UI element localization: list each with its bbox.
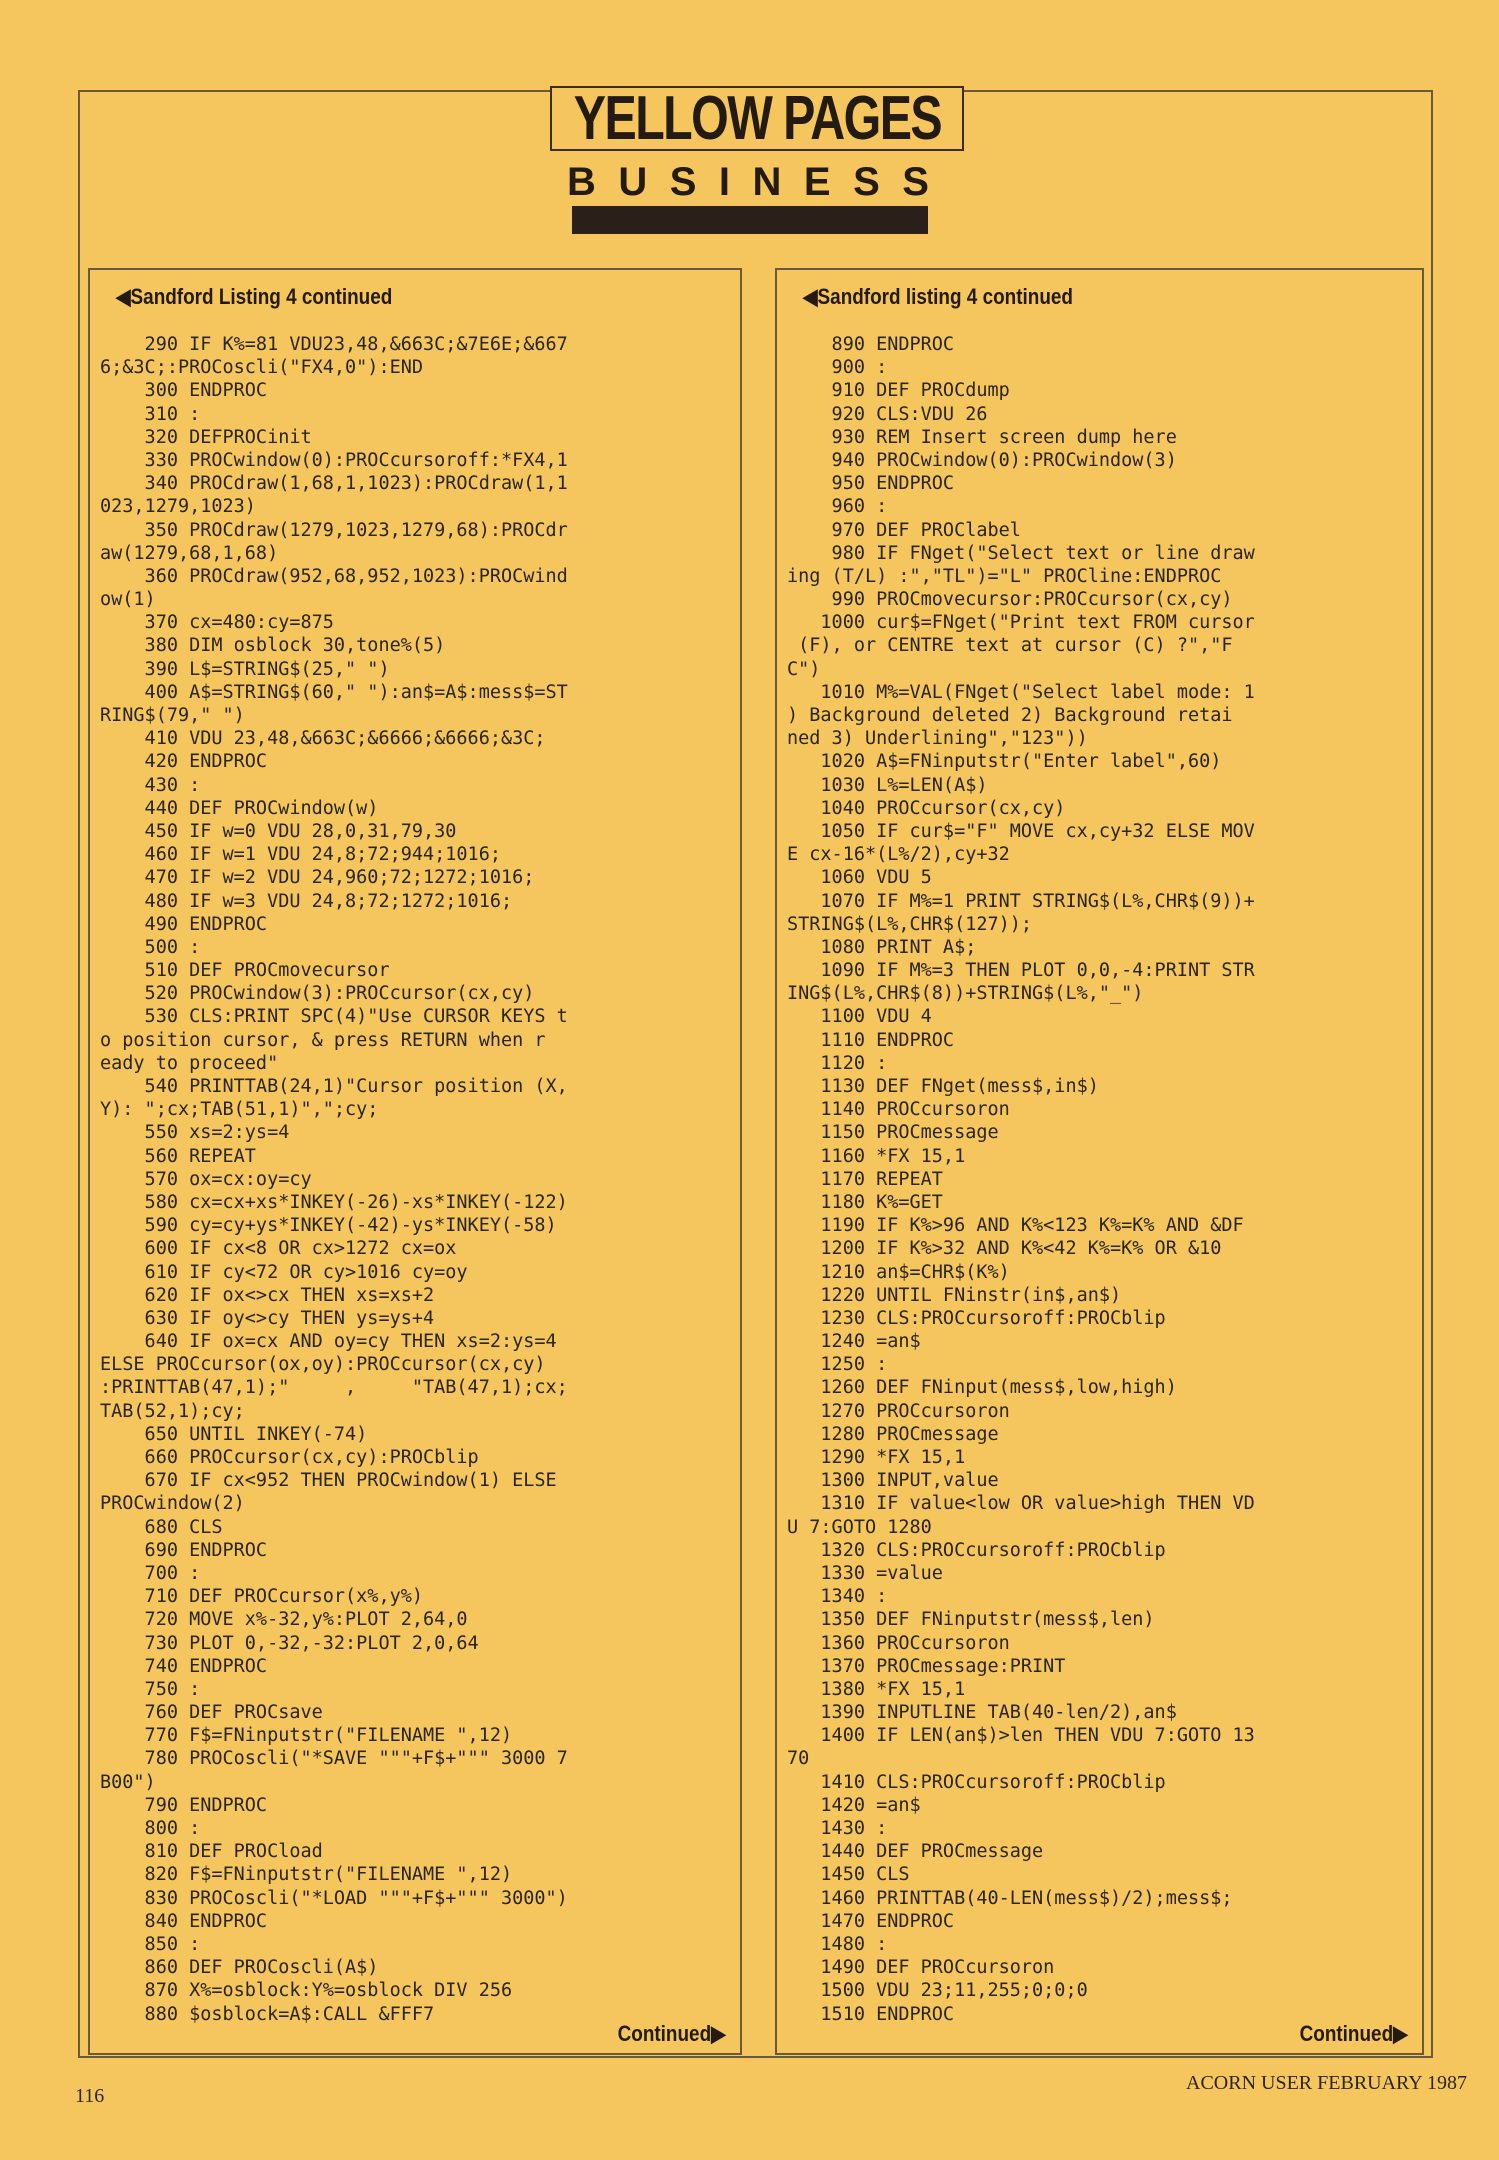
code-line: 690 ENDPROC: [100, 1539, 268, 1561]
code-line: 920 CLS:VDU 26: [787, 403, 988, 425]
code-line: ow(1): [100, 589, 156, 611]
masthead-title: YELLOW PAGES: [573, 83, 941, 153]
code-line: 1490 DEF PROCcursoron: [787, 1957, 1055, 1979]
code-line: 550 xs=2:ys=4: [100, 1122, 290, 1144]
code-line: 520 PROCwindow(3):PROCcursor(cx,cy): [100, 983, 535, 1005]
code-line: 360 PROCdraw(952,68,952,1023):PROCwind: [100, 565, 568, 587]
code-line: 380 DIM osblock 30,tone%(5): [100, 635, 446, 657]
code-line: 1170 REPEAT: [787, 1168, 943, 1190]
code-line: B00"): [100, 1771, 156, 1793]
code-line: 1500 VDU 23;11,255;0;0;0: [787, 1980, 1088, 2002]
code-line: 1350 DEF FNinputstr(mess$,len): [787, 1609, 1155, 1631]
subtitle-bar: [572, 206, 928, 234]
code-line: 870 X%=osblock:Y%=osblock DIV 256: [100, 1980, 513, 2002]
code-line: 630 IF oy<>cy THEN ys=ys+4: [100, 1307, 435, 1329]
code-line: 740 ENDPROC: [100, 1655, 268, 1677]
code-line: 1440 DEF PROCmessage: [787, 1841, 1044, 1863]
code-line: 1050 IF cur$="F" MOVE cx,cy+32 ELSE MOV: [787, 820, 1255, 842]
code-line: 680 CLS: [100, 1516, 223, 1538]
code-line: 460 IF w=1 VDU 24,8;72;944;1016;: [100, 844, 501, 866]
code-line: 840 ENDPROC: [100, 1910, 268, 1932]
code-line: 910 DEF PROCdump: [787, 380, 1010, 402]
code-line: 730 PLOT 0,-32,-32:PLOT 2,0,64: [100, 1632, 479, 1654]
listing-heading: ◀Sandford Listing 4 continued: [116, 284, 393, 309]
code-line: 1270 PROCcursoron: [787, 1400, 1010, 1422]
code-line: 1430 :: [787, 1818, 888, 1839]
code-line: ING$(L%,CHR$(8))+STRING$(L%,"_"): [787, 983, 1144, 1005]
code-line: 940 PROCwindow(0):PROCwindow(3): [787, 449, 1177, 471]
code-line: RING$(79," "): [100, 705, 245, 726]
subtitle-letter: S: [669, 159, 697, 204]
code-line: 400 A$=STRING$(60," "):an$=A$:mess$=ST: [100, 681, 568, 703]
code-line: U 7:GOTO 1280: [787, 1516, 932, 1538]
code-line: 580 cx=cx+xs*INKEY(-26)-xs*INKEY(-122): [100, 1191, 568, 1213]
code-line: 390 L$=STRING$(25," "): [100, 658, 390, 680]
code-line: 470 IF w=2 VDU 24,960;72;1272;1016;: [100, 867, 535, 889]
code-line: o position cursor, & press RETURN when r: [100, 1029, 546, 1051]
code-line: 1470 ENDPROC: [787, 1910, 955, 1932]
code-line: 430 :: [100, 774, 201, 796]
code-line: 1460 PRINTTAB(40-LEN(mess$)/2);mess$;: [787, 1887, 1233, 1909]
code-line: 330 PROCwindow(0):PROCcursoroff:*FX4,1: [100, 449, 568, 471]
code-line: TAB(52,1);cy;: [100, 1400, 245, 1422]
code-line: 650 UNTIL INKEY(-74): [100, 1423, 368, 1445]
code-line: 930 REM Insert screen dump here: [787, 426, 1177, 448]
code-line: 1080 PRINT A$;: [787, 936, 977, 958]
code-line: 830 PROCoscli("*LOAD """+F$+""" 3000"): [100, 1887, 568, 1909]
code-line: 990 PROCmovecursor:PROCcursor(cx,cy): [787, 589, 1233, 611]
code-line: 1190 IF K%>96 AND K%<123 K%=K% AND &DF: [787, 1215, 1244, 1237]
code-line: 560 REPEAT: [100, 1145, 256, 1167]
subtitle-letter: U: [618, 159, 648, 204]
code-line: 1210 an$=CHR$(K%): [787, 1261, 1010, 1283]
code-line: 1510 ENDPROC: [787, 2003, 955, 2025]
code-line: 490 ENDPROC: [100, 913, 268, 935]
code-line: 1160 *FX 15,1: [787, 1145, 966, 1167]
continued-label: Continued▶: [617, 2021, 726, 2046]
code-line: 1040 PROCcursor(cx,cy): [787, 797, 1066, 819]
code-line: 790 ENDPROC: [100, 1794, 268, 1816]
code-line: 760 DEF PROCsave: [100, 1702, 323, 1724]
code-line: 810 DEF PROCload: [100, 1841, 323, 1863]
subtitle-letter: I: [718, 159, 731, 204]
code-line: 420 ENDPROC: [100, 751, 268, 773]
code-line: 610 IF cy<72 OR cy>1016 cy=oy: [100, 1261, 468, 1283]
code-line: 860 DEF PROCoscli(A$): [100, 1957, 379, 1979]
code-line: 500 :: [100, 936, 201, 958]
listing-panel-right: [775, 268, 1424, 2055]
code-line: eady to proceed": [100, 1052, 279, 1074]
code-line: 620 IF ox<>cx THEN xs=xs+2: [100, 1284, 435, 1306]
subtitle-letter: S: [853, 159, 880, 204]
code-line: 1280 PROCmessage: [787, 1423, 999, 1445]
code-line: 1000 cur$=FNget("Print text FROM cursor: [787, 612, 1255, 634]
code-line: 1070 IF M%=1 PRINT STRING$(L%,CHR$(9))+: [787, 890, 1255, 912]
code-line: 890 ENDPROC: [787, 334, 955, 355]
code-line: 1150 PROCmessage: [787, 1122, 999, 1144]
code-line: 1400 IF LEN(an$)>len THEN VDU 7:GOTO 13: [787, 1725, 1255, 1747]
code-line: 970 DEF PROClabel: [787, 519, 1021, 541]
code-line: 410 VDU 23,48,&663C;&6666;&6666;&3C;: [100, 728, 546, 750]
code-line: 710 DEF PROCcursor(x%,y%): [100, 1586, 424, 1608]
code-line: aw(1279,68,1,68): [100, 542, 279, 564]
code-line: 530 CLS:PRINT SPC(4)"Use CURSOR KEYS t: [100, 1006, 568, 1028]
code-line: 960 :: [787, 496, 888, 518]
code-line: 1360 PROCcursoron: [787, 1632, 1010, 1654]
code-line: 480 IF w=3 VDU 24,8;72;1272;1016;: [100, 890, 513, 912]
code-line: ing (T/L) :","TL")="L" PROCline:ENDPROC: [787, 565, 1222, 587]
code-line: 1260 DEF FNinput(mess$,low,high): [787, 1377, 1177, 1399]
masthead: [550, 83, 964, 153]
code-line: 660 PROCcursor(cx,cy):PROCblip: [100, 1447, 479, 1468]
code-line: 1230 CLS:PROCcursoroff:PROCblip: [787, 1307, 1166, 1329]
code-line: 1020 A$=FNinputstr("Enter label",60): [787, 751, 1222, 773]
code-line: 820 F$=FNinputstr("FILENAME ",12): [100, 1864, 513, 1886]
code-line: 450 IF w=0 VDU 28,0,31,79,30: [100, 820, 457, 842]
code-line: 900 :: [787, 357, 888, 379]
code-line: 023,1279,1023): [100, 496, 256, 518]
code-line: 70: [787, 1748, 810, 1770]
code-line: 1110 ENDPROC: [787, 1029, 955, 1051]
continued-label: Continued▶: [1299, 2021, 1408, 2046]
listing-panel-left: [88, 268, 742, 2055]
code-line: 1340 :: [787, 1586, 888, 1608]
code-line: 350 PROCdraw(1279,1023,1279,68):PROCdr: [100, 519, 568, 541]
code-line: 570 ox=cx:oy=cy: [100, 1168, 312, 1190]
code-line: 320 DEFPROCinit: [100, 426, 312, 448]
code-line: 1480 :: [787, 1933, 888, 1955]
code-line: (F), or CENTRE text at cursor (C) ?","F: [787, 635, 1233, 657]
code-line: 750 :: [100, 1678, 201, 1700]
code-line: E cx-16*(L%/2),cy+32: [787, 844, 1010, 866]
code-line: 1120 :: [787, 1052, 888, 1074]
listing-heading: ◀Sandford listing 4 continued: [803, 284, 1073, 309]
code-line: 1250 :: [787, 1354, 888, 1376]
code-line: 1090 IF M%=3 THEN PLOT 0,0,-4:PRINT STR: [787, 960, 1255, 982]
code-line: C"): [787, 658, 821, 680]
code-line: ELSE PROCcursor(ox,oy):PROCcursor(cx,cy): [100, 1354, 546, 1376]
code-line: 1060 VDU 5: [787, 867, 932, 889]
code-line: 950 ENDPROC: [787, 473, 955, 495]
code-line: 1290 *FX 15,1: [787, 1447, 966, 1468]
code-line: 1200 IF K%>32 AND K%<42 K%=K% OR &10: [787, 1238, 1222, 1260]
code-line: 1380 *FX 15,1: [787, 1678, 966, 1700]
code-line: 1410 CLS:PROCcursoroff:PROCblip: [787, 1771, 1166, 1793]
code-line: 370 cx=480:cy=875: [100, 612, 334, 634]
code-line: 1420 =an$: [787, 1794, 921, 1816]
code-line: 800 :: [100, 1818, 201, 1839]
code-line: STRING$(L%,CHR$(127));: [787, 913, 1033, 935]
code-line: 670 IF cx<952 THEN PROCwindow(1) ELSE: [100, 1470, 557, 1492]
code-line: PROCwindow(2): [100, 1493, 245, 1515]
subtitle-letter: E: [803, 159, 831, 204]
code-line: 1030 L%=LEN(A$): [787, 774, 988, 796]
code-line: 6;&3C;:PROCoscli("FX4,0"):END: [100, 357, 424, 379]
code-line: :PRINTTAB(47,1);" , "TAB(47,1);cx;: [100, 1377, 568, 1399]
code-listing: [787, 333, 1417, 2026]
code-line: 1310 IF value<low OR value>high THEN VD: [787, 1493, 1255, 1515]
code-line: 1100 VDU 4: [787, 1006, 932, 1028]
code-line: 720 MOVE x%-32,y%:PLOT 2,64,0: [100, 1609, 468, 1631]
code-line: 1180 K%=GET: [787, 1191, 943, 1213]
code-line: 640 IF ox=cx AND oy=cy THEN xs=2:ys=4: [100, 1331, 557, 1353]
code-line: 700 :: [100, 1562, 201, 1584]
page-number: 116: [75, 2085, 105, 2107]
code-line: 880 $osblock=A$:CALL &FFF7: [100, 2003, 435, 2025]
code-line: 1130 DEF FNget(mess$,in$): [787, 1076, 1099, 1097]
code-line: 850 :: [100, 1933, 201, 1955]
code-line: 1140 PROCcursoron: [787, 1099, 1010, 1121]
code-line: 540 PRINTTAB(24,1)"Cursor position (X,: [100, 1076, 568, 1097]
code-line: 1390 INPUTLINE TAB(40-len/2),an$: [787, 1702, 1177, 1724]
footer-credit: ACORN USER FEBRUARY 1987: [1186, 2072, 1467, 2094]
code-line: ned 3) Underlining","123")): [787, 728, 1088, 750]
section-subtitle: [567, 160, 929, 204]
code-line: ) Background deleted 2) Background retai: [787, 705, 1233, 726]
code-line: 340 PROCdraw(1,68,1,1023):PROCdraw(1,1: [100, 473, 568, 495]
code-line: 1300 INPUT,value: [787, 1470, 999, 1492]
code-line: 1450 CLS: [787, 1864, 910, 1886]
code-line: 440 DEF PROCwindow(w): [100, 797, 379, 819]
code-line: 590 cy=cy+ys*INKEY(-42)-ys*INKEY(-58): [100, 1215, 557, 1237]
subtitle-letter: B: [567, 159, 596, 204]
code-line: 1370 PROCmessage:PRINT: [787, 1655, 1066, 1677]
code-listing: [100, 333, 730, 2026]
code-line: 770 F$=FNinputstr("FILENAME ",12): [100, 1725, 513, 1747]
code-line: 1330 =value: [787, 1562, 943, 1584]
code-line: 300 ENDPROC: [100, 380, 268, 402]
code-line: 1240 =an$: [787, 1331, 921, 1353]
code-line: 290 IF K%=81 VDU23,48,&663C;&7E6E;&667: [100, 334, 568, 355]
code-line: 600 IF cx<8 OR cx>1272 cx=ox: [100, 1238, 457, 1260]
code-line: Y): ";cx;TAB(51,1)",";cy;: [100, 1099, 379, 1121]
code-line: 310 :: [100, 403, 201, 425]
subtitle-letter: S: [902, 159, 929, 204]
subtitle-letter: N: [752, 159, 782, 204]
code-line: 780 PROCoscli("*SAVE """+F$+""" 3000 7: [100, 1748, 568, 1770]
code-line: 510 DEF PROCmovecursor: [100, 960, 390, 982]
code-line: 1220 UNTIL FNinstr(in$,an$): [787, 1284, 1122, 1306]
code-line: 980 IF FNget("Select text or line draw: [787, 542, 1255, 564]
code-line: 1010 M%=VAL(FNget("Select label mode: 1: [787, 681, 1255, 703]
code-line: 1320 CLS:PROCcursoroff:PROCblip: [787, 1539, 1166, 1561]
